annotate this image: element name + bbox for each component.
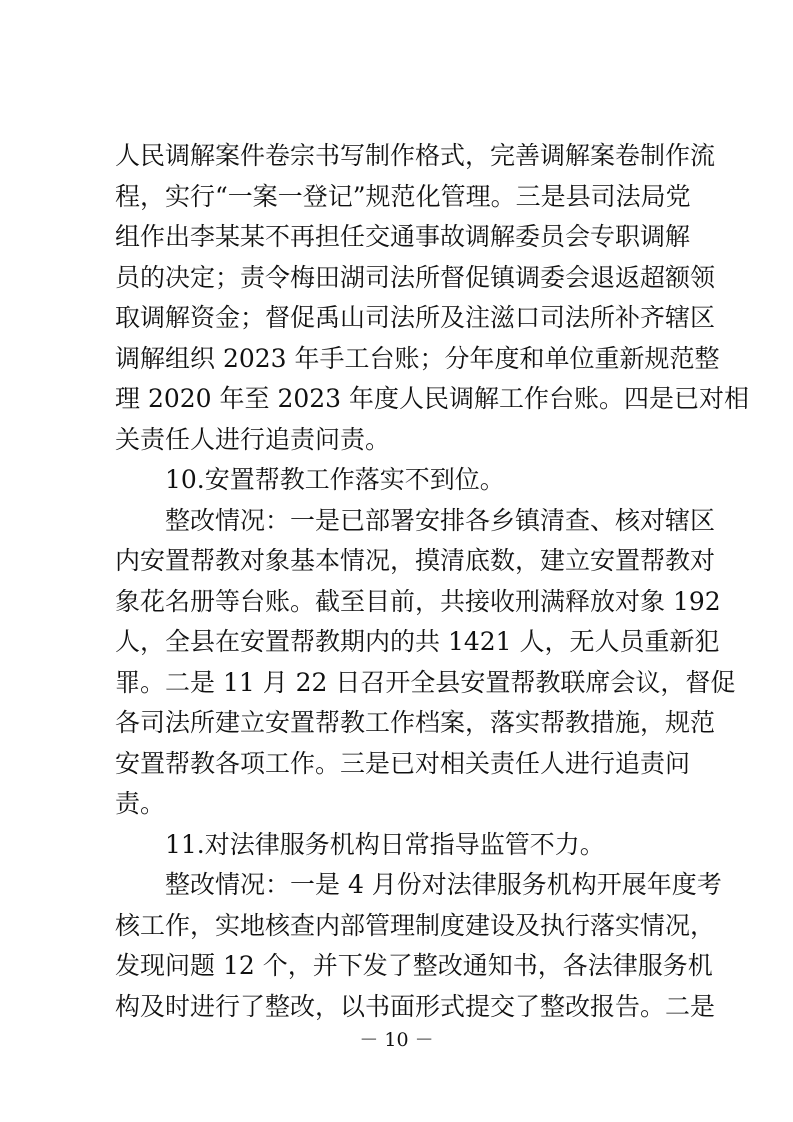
text-line: 关责任人进行追责问责。: [115, 424, 391, 454]
text-line: 安置帮教各项工作。三是已对相关责任人进行追责问: [115, 748, 691, 778]
text-line: 核工作，实地核查内部管理制度建设及执行落实情况，: [115, 910, 716, 940]
text-line: 象花名册等台账。截至目前，共接收刑满释放对象 192: [115, 586, 721, 616]
text-line: 责。: [115, 789, 166, 818]
page-number: － 10 －: [359, 1029, 434, 1051]
text-line: 调解组织 2023 年手工台账；分年度和单位重新规范整: [115, 343, 720, 373]
text-line: 人，全县在安置帮教期内的共 1421 人，无人员重新犯: [115, 627, 720, 656]
text-line: 组作出李某某不再担任交通事故调解委员会专职调解: [115, 222, 691, 251]
text-line: 发现问题 12 个，并下发了整改通知书，各法律服务机: [115, 951, 713, 980]
text-line: 构及时进行了整改，以书面形式提交了整改报告。二是: [115, 991, 716, 1021]
text-line: 整改情况：一是已部署安排各乡镇清查、核对辖区: [115, 505, 716, 535]
text-line: 罪。二是 11 月 22 日召开全县安置帮教联席会议，督促: [115, 667, 736, 697]
section-heading-11: 11.对法律服务机构日常指导监管不力。: [115, 829, 605, 859]
text-line: 理 2020 年至 2023 年度人民调解工作台账。四是已对相: [115, 384, 750, 413]
text-line: 取调解资金；督促禹山司法所及注滋口司法所补齐辖区: [115, 303, 716, 332]
text-line: 员的决定；责令梅田湖司法所督促镇调委会退返超额领: [115, 262, 716, 292]
text-line: 各司法所建立安置帮教工作档案，落实帮教措施，规范: [115, 708, 716, 737]
text-line: 程，实行“一案一登记”规范化管理。三是县司法局党: [115, 181, 691, 211]
text-line: 内安置帮教对象基本情况，摸清底数，建立安置帮教对: [115, 546, 716, 575]
text-line: 整改情况：一是 4 月份对法律服务机构开展年度考: [115, 870, 722, 899]
text-line: 人民调解案件卷宗书写制作格式，完善调解案卷制作流: [115, 141, 716, 170]
section-heading-10: 10.安置帮教工作落实不到位。: [115, 465, 505, 494]
document-body: [115, 136, 750, 1027]
